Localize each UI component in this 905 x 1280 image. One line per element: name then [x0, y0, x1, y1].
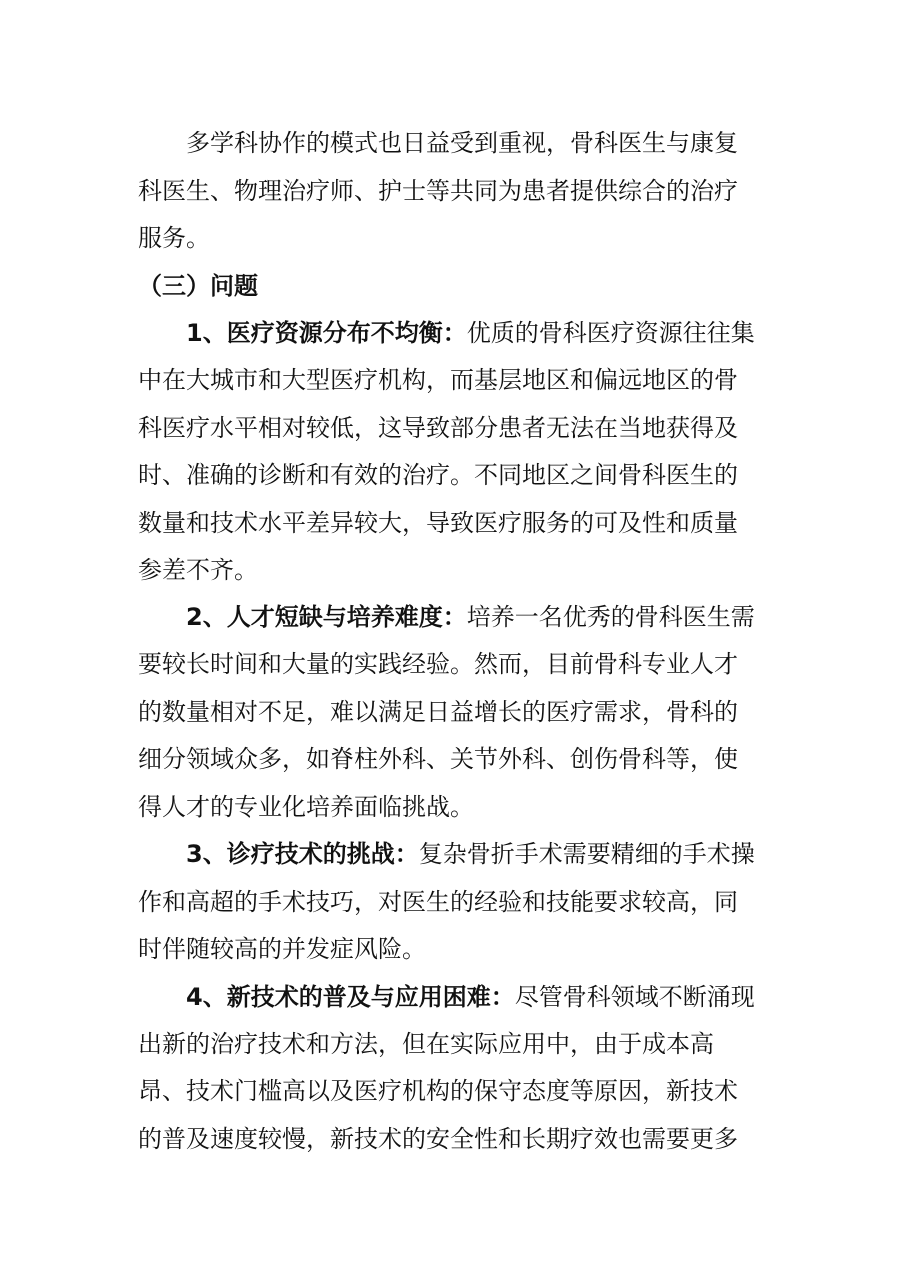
item-line: 细分领域众多，如脊柱外科、关节外科、创伤骨科等，使 [138, 745, 738, 773]
item-title: 1、医疗资源分布不均衡： [186, 319, 467, 347]
item-line: 出新的治疗技术和方法，但在实际应用中，由于成本高 [138, 1030, 714, 1058]
item-line: 昂、技术门槛高以及医疗机构的保守态度等原因，新技术 [138, 1077, 738, 1105]
item-title: 4、新技术的普及与应用困难： [186, 983, 515, 1011]
item-line: 要较长时间和大量的实践经验。然而，目前骨科专业人才 [138, 650, 738, 678]
item-first-line [186, 594, 778, 640]
item-line: 得人才的专业化培养面临挑战。 [138, 793, 474, 821]
item-first-line [186, 310, 778, 356]
item-line: 参差不齐。 [138, 556, 258, 584]
item-title: 2、人才短缺与培养难度： [186, 603, 467, 631]
item-line: 数量和技术水平差异较大，导致医疗服务的可及性和质量 [138, 509, 738, 537]
item-text: 尽管骨科领域不断涌现 [514, 983, 755, 1011]
intro-line: 科医生、物理治疗师、护士等共同为患者提供综合的治疗 [138, 177, 738, 205]
item-first-line [186, 974, 778, 1020]
item-text: 复杂骨折手术需要精细的手术操 [418, 840, 755, 868]
item-first-line [186, 831, 778, 877]
item-line: 的普及速度较慢，新技术的安全性和长期疗效也需要更多 [138, 1125, 738, 1153]
item-line: 科医疗水平相对较低，这导致部分患者无法在当地获得及 [138, 414, 738, 442]
item-text: 优质的骨科医疗资源往往集 [466, 319, 755, 347]
item-line: 时、准确的诊断和有效的治疗。不同地区之间骨科医生的 [138, 461, 738, 489]
item-line: 中在大城市和大型医疗机构，而基层地区和偏远地区的骨 [138, 366, 738, 394]
item-text: 培养一名优秀的骨科医生需 [466, 603, 755, 631]
item-line: 的数量相对不足，难以满足日益增长的医疗需求，骨科的 [138, 698, 738, 726]
item-title: 3、诊疗技术的挑战： [186, 840, 419, 868]
section-heading: （三）问题 [138, 272, 258, 300]
intro-line: 多学科协作的模式也日益受到重视，骨科医生与康复 [186, 129, 738, 157]
item-line: 时伴随较高的并发症风险。 [138, 935, 426, 963]
intro-line: 服务。 [138, 224, 210, 252]
item-line: 作和高超的手术技巧，对医生的经验和技能要求较高，同 [138, 888, 738, 916]
